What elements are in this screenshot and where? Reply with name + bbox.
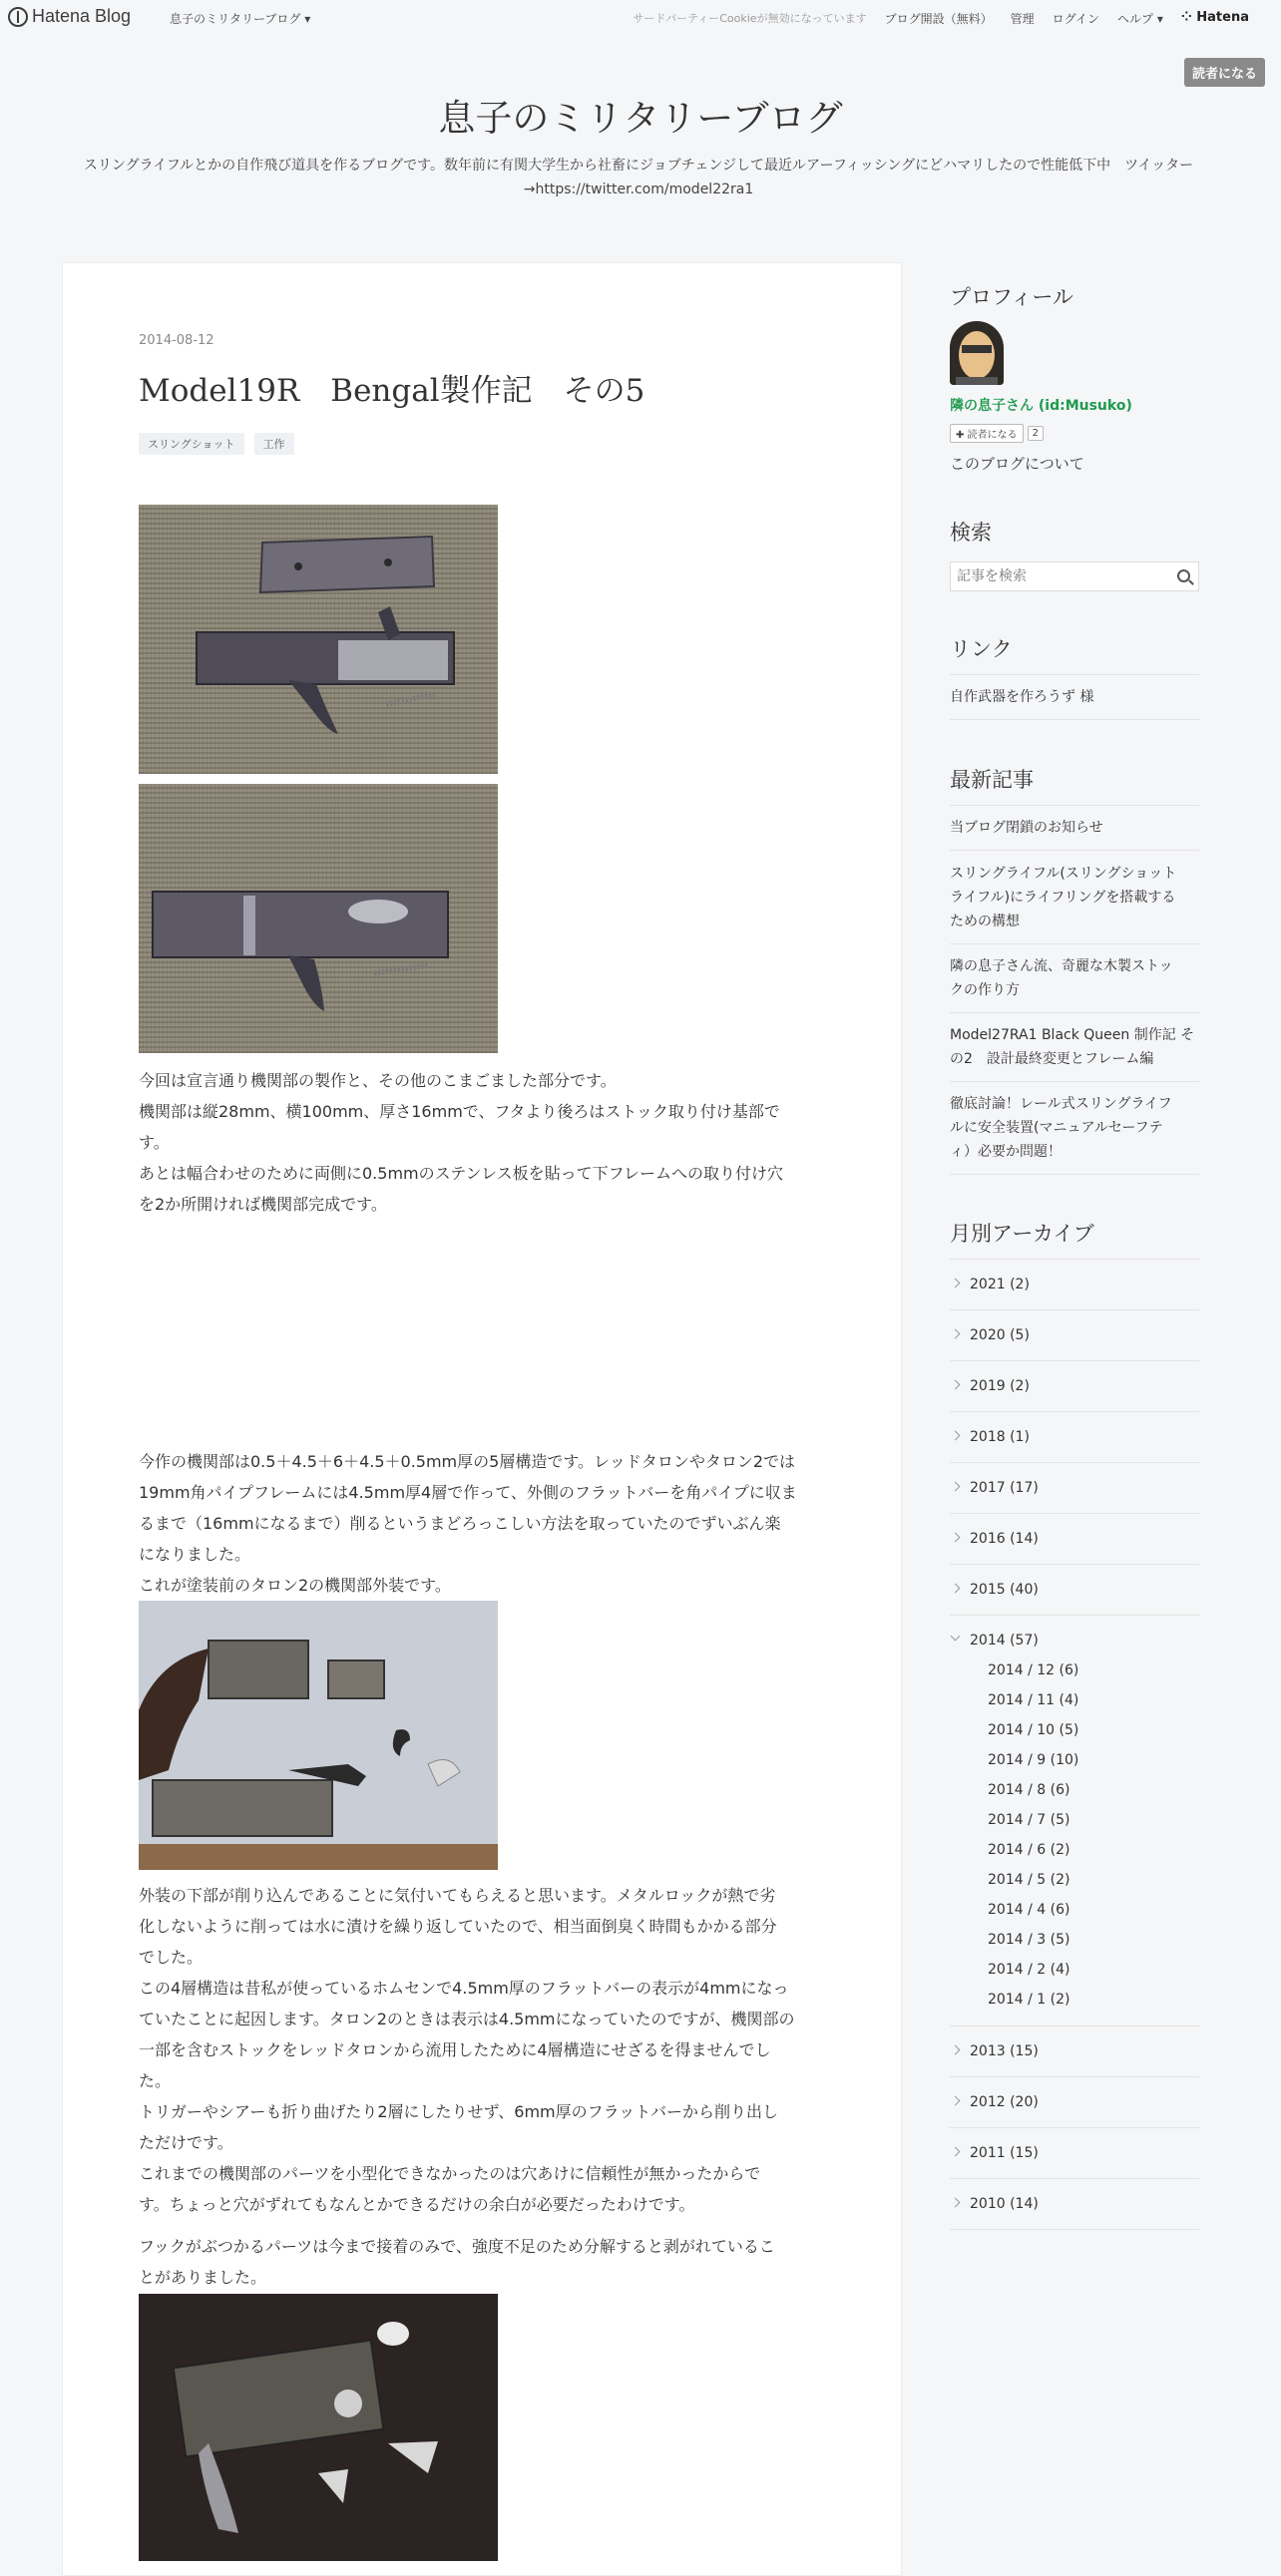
chevron-right-icon	[951, 2045, 961, 2055]
article-paragraph	[139, 1880, 827, 2220]
archive-year-label: 2016 (14)	[970, 1531, 1039, 1547]
archive-year[interactable]	[950, 1259, 1199, 1309]
chevron-right-icon	[951, 2147, 961, 2157]
recent-title-line: 当ブログ閉鎖のお知らせ	[950, 820, 1103, 836]
chevron-right-icon	[951, 1533, 961, 1543]
recent-title-line: クの作り方	[950, 982, 1020, 998]
article-paragraph	[139, 2231, 827, 2293]
chevron-down-icon	[951, 1632, 961, 1642]
divider	[950, 943, 1199, 944]
article-paragraph	[139, 1446, 827, 1601]
divider	[950, 1081, 1199, 1082]
recent-title-line: ための構想	[950, 914, 1020, 929]
chevron-right-icon	[951, 1279, 961, 1288]
archive-month[interactable]: 2014 / 1 (2)	[988, 1992, 1070, 2008]
avatar-image	[950, 321, 1004, 385]
recent-title-line: ライフル)にライフリングを搭載する	[950, 890, 1176, 906]
text-line: 今回は宣言通り機関部の製作と、その他のこまごました部分です。	[139, 1071, 617, 1090]
search-heading: 検索	[950, 521, 992, 545]
blog-menu[interactable]: 息子のミリタリーブログ ▾	[170, 12, 311, 26]
recent-article-link[interactable]	[950, 954, 1199, 1002]
archive-month[interactable]: 2014 / 8 (6)	[988, 1782, 1070, 1798]
recent-article-link[interactable]	[950, 1092, 1199, 1164]
hatena-blog-logo[interactable]	[8, 6, 131, 27]
text-line: でした。	[139, 1948, 204, 1967]
article-photo	[139, 784, 498, 1053]
text-line: これまでの機関部のパーツを小型化できなかったのは穴あけに信頼性が無かったからで	[139, 2164, 761, 2183]
text-line: 外装の下部が削り込んであることに気付いてもらえると思います。メタルロックが熱で劣	[139, 1886, 776, 1905]
chevron-right-icon	[951, 1584, 961, 1594]
text-line: これが塗装前のタロン2の機関部外装です。	[139, 1576, 451, 1595]
about-blog-link[interactable]: このブログについて	[950, 455, 1084, 473]
archive-month[interactable]: 2014 / 10 (5)	[988, 1722, 1079, 1738]
archive-month[interactable]: 2014 / 2 (4)	[988, 1962, 1070, 1978]
archive-heading: 月別アーカイブ	[950, 1222, 1094, 1246]
global-header	[0, 0, 1281, 36]
hatena-link-label: Hatena	[1196, 10, 1249, 25]
archive-year[interactable]	[950, 1564, 1199, 1615]
admin-link[interactable]: 管理	[1010, 12, 1035, 26]
start-blog-link[interactable]: ブログ開設（無料）	[884, 12, 993, 26]
avatar[interactable]	[950, 321, 1004, 385]
recent-title-line: ルに安全装置(マニュアルセーフテ	[950, 1120, 1163, 1136]
chevron-right-icon	[951, 2198, 961, 2208]
text-line: この4層構造は昔私が使っているホムセンで4.5mm厚のフラットバーの表示が4mmになっ	[139, 1979, 789, 1998]
recent-title-line: 隣の息子さん流、奇麗な木製ストッ	[950, 958, 1173, 974]
subscribe-button[interactable]: 読者になる	[1184, 58, 1265, 87]
archive-month[interactable]: 2014 / 6 (2)	[988, 1842, 1070, 1858]
text-line: 機関部は縦28mm、横100mm、厚さ16mmで、フタより後ろはストック取り付け基部で	[139, 1102, 780, 1121]
divider	[950, 719, 1199, 720]
recent-title-line: スリングライフル(スリングショット	[950, 866, 1177, 882]
archive-year-label: 2019 (2)	[970, 1378, 1030, 1394]
recent-article-link[interactable]	[950, 816, 1199, 840]
archive-month[interactable]: 2014 / 4 (6)	[988, 1902, 1070, 1918]
links-heading: リンク	[950, 637, 1013, 661]
recent-heading: 最新記事	[950, 768, 1034, 792]
link-item[interactable]: 自作武器を作ろうず 様	[950, 689, 1094, 705]
article-photo	[139, 1601, 498, 1870]
blog-description: スリングライフルとかの自作飛び道具を作るブログです。数年前に有関大学生から社畜にジョブチェンジして最近ルアーフィッシングにどハマリしたので性能低下中 ツイッター→https://twitter.com/model22ra1	[83, 158, 1194, 197]
entry-date[interactable]: 2014-08-12	[139, 333, 214, 348]
archive-year[interactable]	[950, 1309, 1199, 1360]
hatena-blog-logo-icon	[8, 7, 28, 27]
recent-title-line: ィ）必要か問題！	[950, 1144, 1062, 1160]
article-paragraph	[139, 1065, 827, 1220]
text-line: す。	[139, 1133, 170, 1152]
search-input[interactable]	[951, 562, 1160, 590]
archive-year[interactable]	[950, 1411, 1199, 1462]
profile-name[interactable]: 隣の息子さん (id:Musuko)	[950, 398, 1132, 414]
text-line: 今作の機関部は0.5＋4.5＋6＋4.5＋0.5mm厚の5層構造です。レッドタロンやタロン2では	[139, 1452, 796, 1471]
archive-year-label: 2018 (1)	[970, 1429, 1030, 1445]
chevron-right-icon	[951, 1482, 961, 1492]
text-line: 19mm角パイプフレームには4.5mm厚4層で作って、外側のフラットバーを角パイプに収ま	[139, 1483, 797, 1502]
divider	[950, 2229, 1199, 2230]
search-box	[950, 561, 1199, 591]
archive-month[interactable]: 2014 / 11 (4)	[988, 1692, 1079, 1708]
text-line: ただけです。	[139, 2133, 233, 2152]
archive-month[interactable]: 2014 / 3 (5)	[988, 1932, 1070, 1948]
archive-year[interactable]	[950, 2025, 1199, 2076]
archive-month[interactable]: 2014 / 9 (10)	[988, 1752, 1079, 1768]
text-line: るまで（16mmになるまで）削るというまどろっこしい方法を取っていたのでずいぶん楽	[139, 1514, 781, 1533]
text-line: 化しないように削っては水に漬けを繰り返していたので、相当面倒臭く時間もかかる部分	[139, 1917, 777, 1936]
entry-title[interactable]: Model19R Bengal製作記 その5	[139, 373, 645, 409]
receiver-parts-photo	[139, 505, 498, 774]
recent-article-link[interactable]	[950, 862, 1199, 933]
divider	[950, 1174, 1199, 1175]
archive-year-label: 2012 (20)	[970, 2094, 1039, 2110]
archive-year[interactable]	[950, 2076, 1199, 2127]
recent-title-line: Model27RA1 Black Queen 制作記 そ	[950, 1027, 1195, 1043]
archive-year-label: 2017 (17)	[970, 1480, 1039, 1496]
text-line: す。ちょっと穴がずれてもなんとかできるだけの余白が必要だったわけです。	[139, 2195, 695, 2214]
recent-title-line: 徹底討論！レール式スリングライフ	[950, 1096, 1172, 1112]
hatena-blog-logo-text: Hatena Blog	[32, 6, 132, 26]
text-line: あとは幅合わせのために両側に0.5mmのステンレス板を貼って下フレームへの取り付け穴	[139, 1164, 783, 1183]
recent-article-link[interactable]	[950, 1023, 1199, 1071]
archive-year[interactable]	[950, 2127, 1199, 2178]
chevron-right-icon	[951, 1380, 961, 1390]
archive-month[interactable]: 2014 / 7 (5)	[988, 1812, 1070, 1828]
category-tag[interactable]: 工作	[254, 433, 294, 455]
archive-year[interactable]	[950, 1360, 1199, 1411]
text-line: になりました。	[139, 1545, 251, 1564]
divider	[950, 850, 1199, 851]
archive-year-label: 2010 (14)	[970, 2196, 1039, 2212]
article-photo	[139, 2294, 498, 2561]
archive-year-label: 2015 (40)	[970, 1582, 1039, 1598]
text-line: た。	[139, 2071, 172, 2090]
search-icon[interactable]	[1177, 569, 1190, 582]
text-line: ていたことに起因します。タロン2のときは表示は4.5mmになっていたのですが、機関部の	[139, 2010, 795, 2028]
receiver-assembled-photo	[139, 784, 498, 1053]
divider	[950, 1012, 1199, 1013]
cookie-notice[interactable]: サードパーティーCookieが無効になっています	[633, 12, 867, 25]
subscriber-count[interactable]: 2	[1028, 426, 1044, 441]
chevron-right-icon	[951, 2096, 961, 2106]
profile-heading: プロフィール	[950, 285, 1073, 309]
archive-year-label: 2020 (5)	[970, 1327, 1030, 1343]
text-line: 一部を含むストックをレッドタロンから流用したために4層構造にせざるを得ませんでし	[139, 2040, 771, 2059]
text-line: フックがぶつかるパーツは今まで接着のみで、強度不足のため分解すると剥がれているこ	[139, 2237, 775, 2256]
archive-month[interactable]: 2014 / 12 (6)	[988, 1662, 1079, 1678]
text-line: とがありました。	[139, 2268, 267, 2287]
article-photo	[139, 505, 498, 774]
text-line: を2か所開ければ機関部完成です。	[139, 1195, 387, 1214]
hatena-link[interactable]: ⁘ Hatena	[1180, 10, 1249, 25]
archive-year[interactable]	[950, 2178, 1199, 2229]
chevron-right-icon	[951, 1431, 961, 1441]
hook-parts-photo	[139, 2294, 498, 2561]
archive-month[interactable]: 2014 / 5 (2)	[988, 1872, 1070, 1888]
chevron-right-icon	[951, 1329, 961, 1339]
category-tag[interactable]: スリングショット	[139, 433, 244, 455]
archive-year-label: 2021 (2)	[970, 1277, 1030, 1292]
help-menu[interactable]: ヘルプ ▾	[1117, 12, 1163, 26]
article-card	[62, 262, 902, 2576]
divider	[950, 674, 1199, 675]
talon2-receiver-photo	[139, 1601, 498, 1870]
recent-title-line: の2 設計最終変更とフレーム編	[950, 1051, 1154, 1067]
login-link[interactable]: ログイン	[1052, 12, 1100, 26]
text-line: トリガーやシアーも折り曲げたり2層にしたりせず、6mm厚のフラットバーから削り出し	[139, 2102, 778, 2121]
archive-year[interactable]	[950, 1513, 1199, 1564]
archive-year-label: 2014 (57)	[970, 1633, 1039, 1649]
subscribe-small-button[interactable]: ✚ 読者になる	[950, 424, 1024, 443]
blog-title[interactable]: 息子のミリタリーブログ	[438, 97, 843, 140]
archive-year[interactable]	[950, 1462, 1199, 1513]
archive-year-label: 2013 (15)	[970, 2043, 1039, 2059]
archive-year-label: 2011 (15)	[970, 2145, 1039, 2161]
divider	[950, 805, 1199, 806]
